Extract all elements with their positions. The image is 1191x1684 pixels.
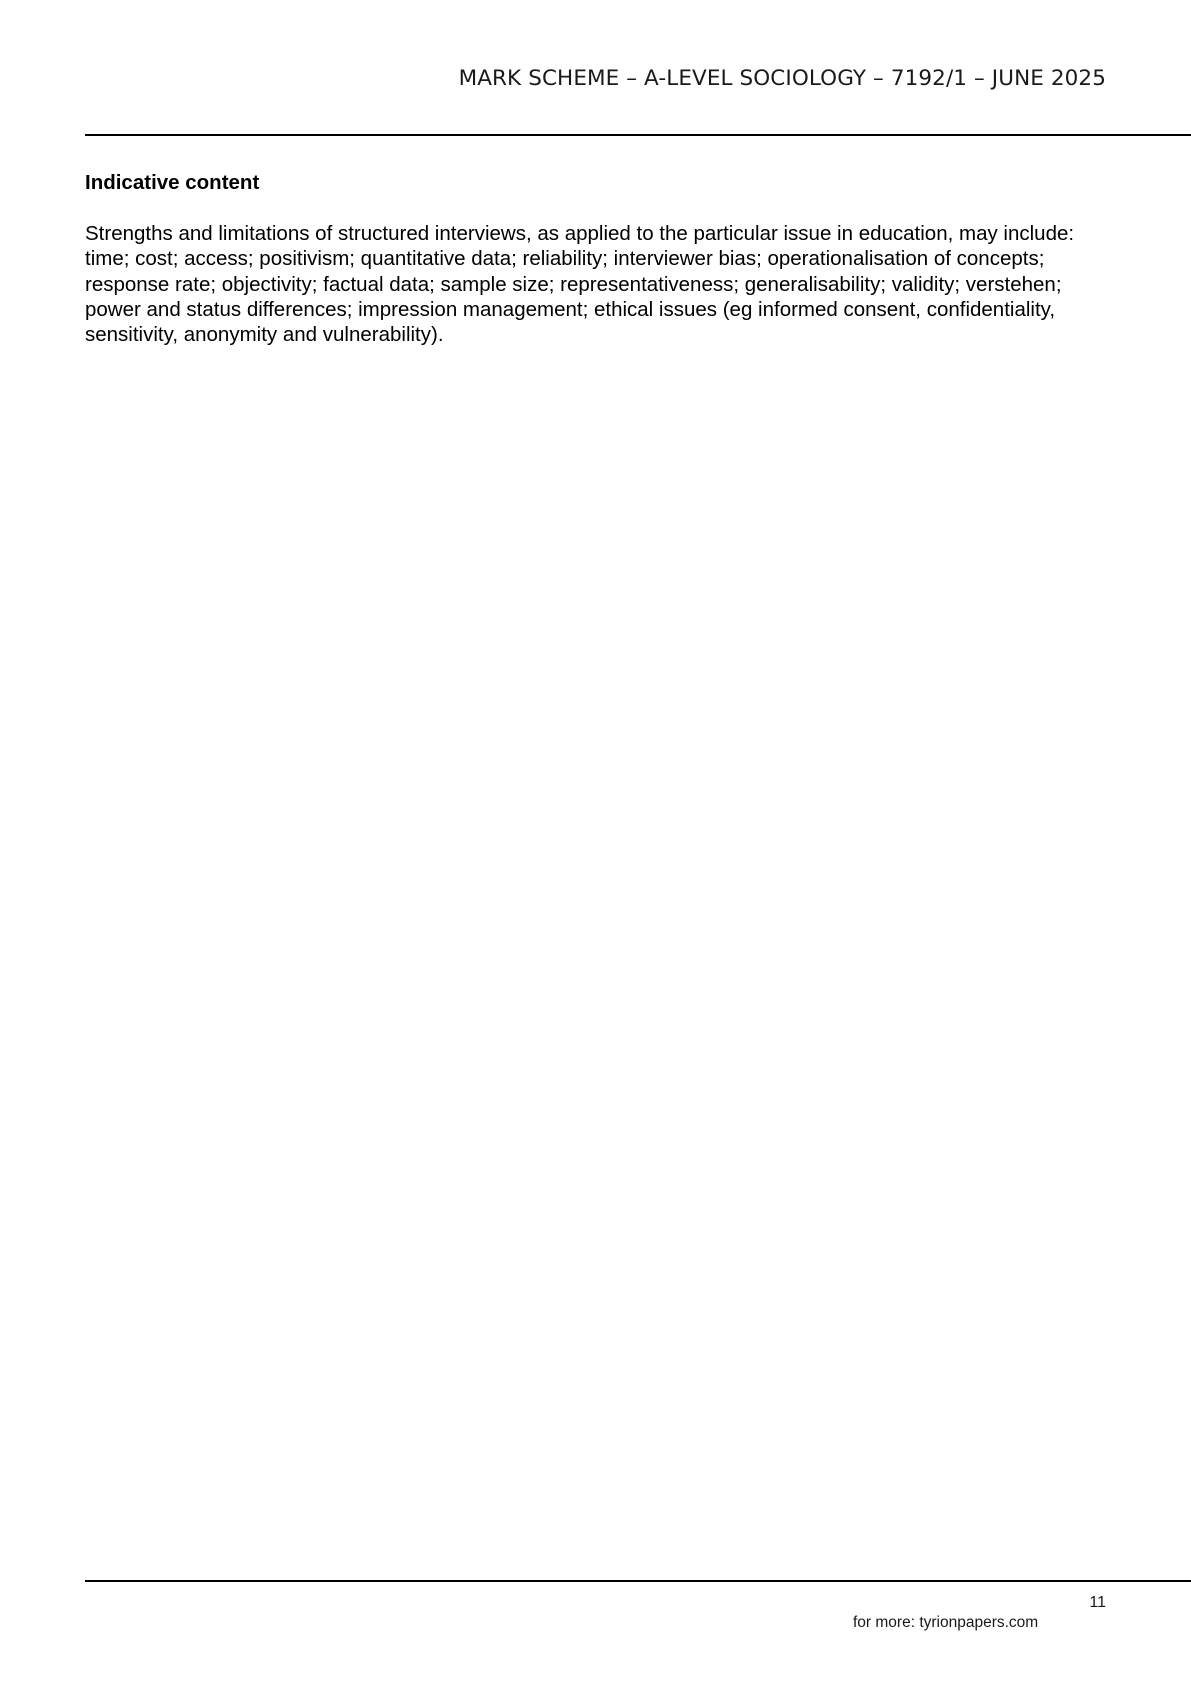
footer-divider [85,1580,1191,1582]
footer-source-note: for more: tyrionpapers.com [853,1614,1039,1631]
header-divider [85,134,1191,136]
page-header-title: MARK SCHEME – A-LEVEL SOCIOLOGY – 7192/1 – JUNE 2025 [458,66,1106,91]
page-number: 11 [1089,1594,1106,1611]
indicative-content-paragraph: Strengths and limitations of structured interviews, as applied to the particular issue in education, may include: time; cost; access; positivism; quantitative data; reliability; interviewer bias; operationalisation of concepts; response rate; objectivity; factual data; sample size; representativeness; generalisability; validity; verstehen; power and status differences; impression management; ethical issues (eg informed consent, confidentiality, sensitivity, anonymity and vulnerability). [85,222,1075,347]
section-heading: Indicative content [85,171,260,194]
